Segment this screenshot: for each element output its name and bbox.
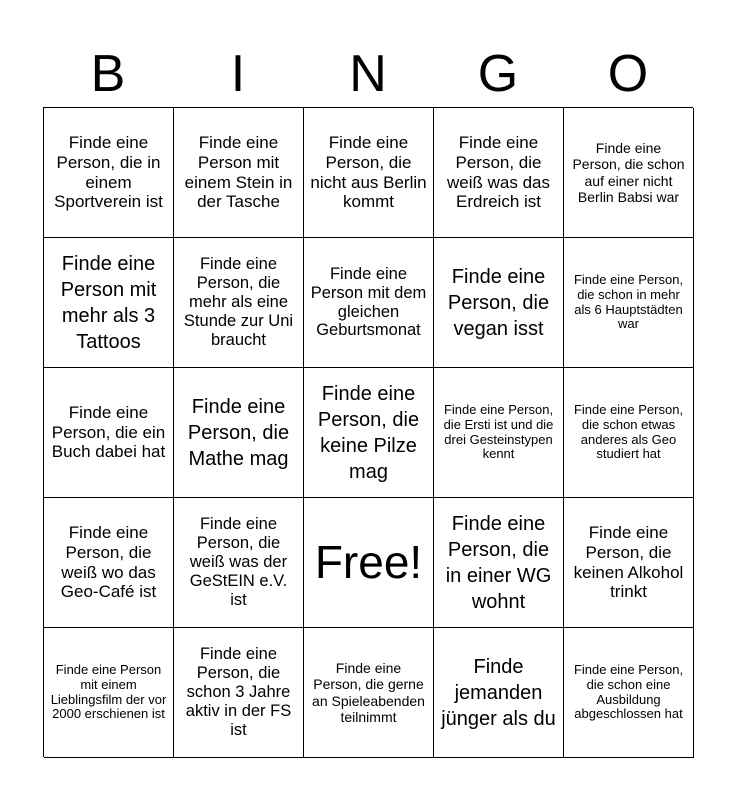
bingo-header	[43, 40, 693, 108]
bingo-cell[interactable]: Finde eine Person, die nicht aus Berlin kommt	[304, 108, 434, 238]
free-cell[interactable]: Free!	[304, 498, 434, 628]
bingo-cell[interactable]: Finde eine Person mit einem Stein in der Tasche	[174, 108, 304, 238]
bingo-cell[interactable]: Finde eine Person, die in einem Sportverein ist	[44, 108, 174, 238]
header-letter-o: O	[607, 45, 649, 103]
bingo-cell[interactable]: Finde eine Person, die schon 3 Jahre aktiv in der FS ist	[174, 628, 304, 758]
bingo-cell[interactable]: Finde eine Person, die keine Pilze mag	[304, 368, 434, 498]
bingo-cell[interactable]: Finde eine Person, die vegan isst	[434, 238, 564, 368]
header-letter-g: G	[477, 45, 519, 103]
bingo-cell[interactable]: Finde eine Person, die schon in mehr als 6 Hauptstädten war	[564, 238, 694, 368]
bingo-cell[interactable]: Finde eine Person, die weiß was das Erdreich ist	[434, 108, 564, 238]
bingo-cell[interactable]: Finde eine Person, die mehr als eine Stunde zur Uni braucht	[174, 238, 304, 368]
bingo-cell[interactable]: Finde eine Person, die gerne an Spieleabenden teilnimmt	[304, 628, 434, 758]
bingo-cell[interactable]: Finde eine Person mit mehr als 3 Tattoos	[44, 238, 174, 368]
bingo-cell[interactable]: Finde eine Person, die Ersti ist und die drei Gesteinstypen kennt	[434, 368, 564, 498]
bingo-cell[interactable]: Finde eine Person, die weiß wo das Geo-Café ist	[44, 498, 174, 628]
bingo-cell[interactable]: Finde eine Person, die schon auf einer nicht Berlin Babsi war	[564, 108, 694, 238]
bingo-cell[interactable]: Finde eine Person, die weiß was der GeStEIN e.V. ist	[174, 498, 304, 628]
bingo-grid	[43, 107, 693, 757]
bingo-cell[interactable]: Finde eine Person, die keinen Alkohol trinkt	[564, 498, 694, 628]
bingo-cell[interactable]: Finde eine Person mit einem Lieblingsfilm der vor 2000 erschienen ist	[44, 628, 174, 758]
bingo-cell[interactable]: Finde jemanden jünger als du	[434, 628, 564, 758]
bingo-cell[interactable]: Finde eine Person mit dem gleichen Geburtsmonat	[304, 238, 434, 368]
bingo-cell[interactable]: Finde eine Person, die in einer WG wohnt	[434, 498, 564, 628]
bingo-cell[interactable]: Finde eine Person, die Mathe mag	[174, 368, 304, 498]
header-letter-i: I	[230, 45, 246, 103]
header-letter-b: B	[90, 45, 126, 103]
bingo-cell[interactable]: Finde eine Person, die schon eine Ausbildung abgeschlossen hat	[564, 628, 694, 758]
bingo-cell[interactable]: Finde eine Person, die schon etwas anderes als Geo studiert hat	[564, 368, 694, 498]
bingo-cell[interactable]: Finde eine Person, die ein Buch dabei hat	[44, 368, 174, 498]
header-letter-n: N	[349, 45, 387, 103]
